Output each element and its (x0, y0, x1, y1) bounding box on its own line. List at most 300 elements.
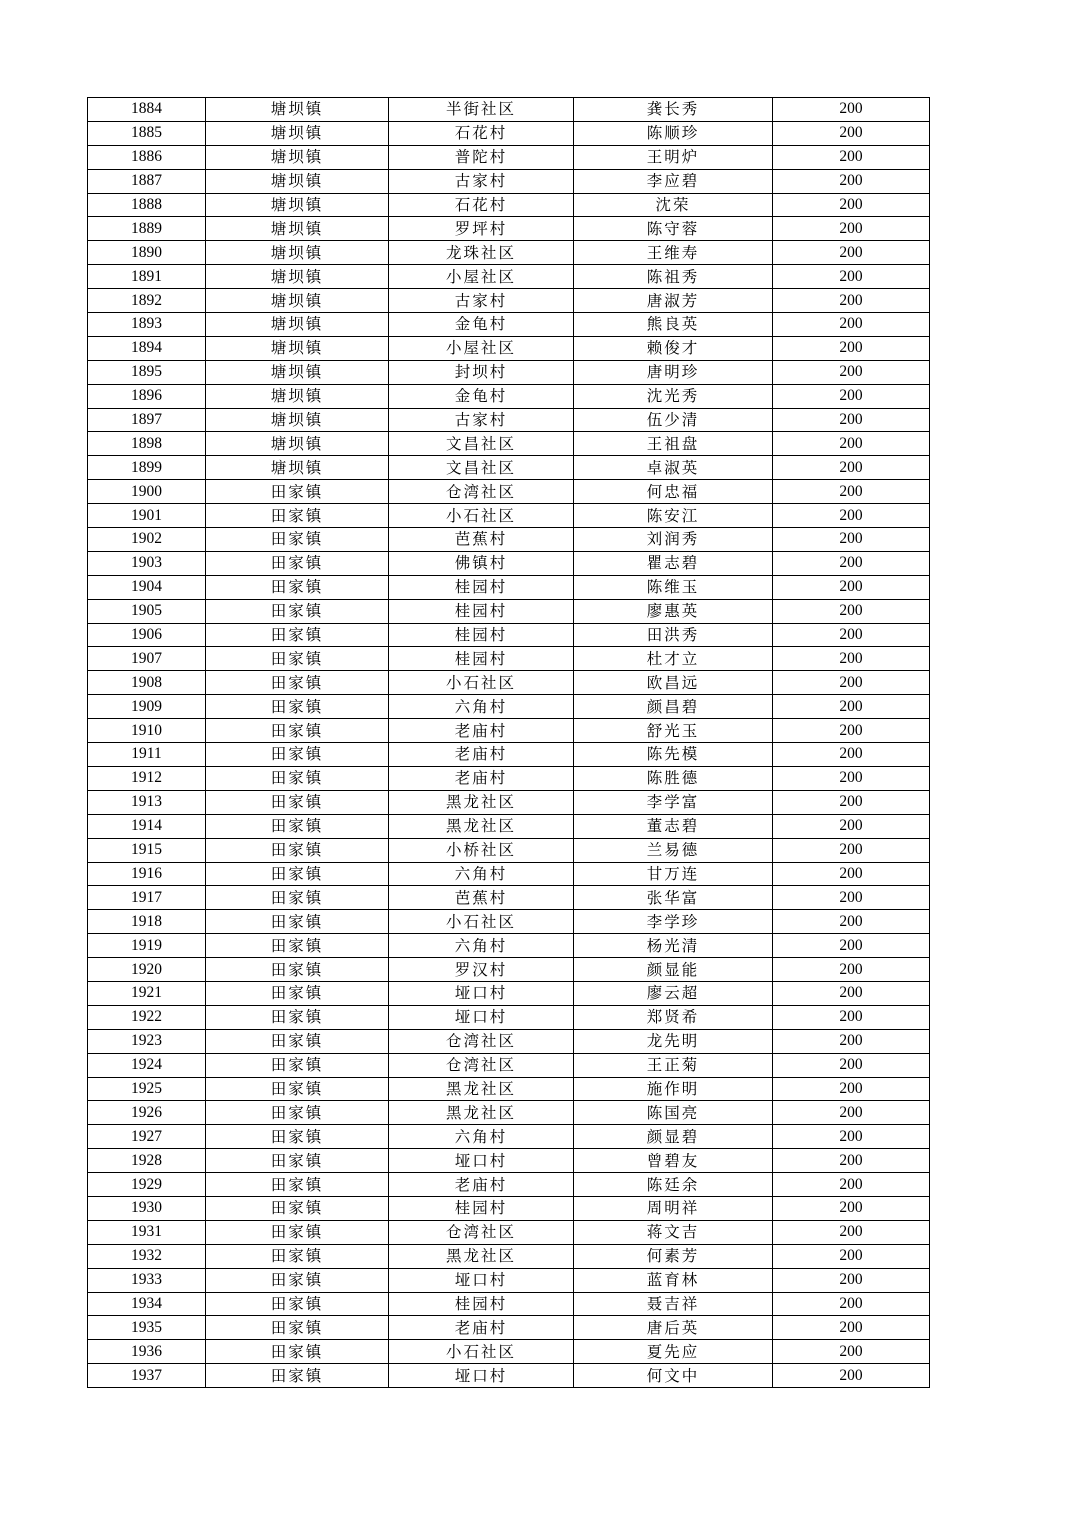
name-cell: 陈安江 (574, 504, 773, 528)
name-cell: 蓝育林 (574, 1268, 773, 1292)
town-cell: 塘坝镇 (206, 384, 389, 408)
village-cell: 黑龙社区 (389, 790, 574, 814)
table-row (88, 934, 930, 958)
village-cell: 古家村 (389, 169, 574, 193)
village-cell: 罗汉村 (389, 958, 574, 982)
amount-cell: 200 (773, 862, 930, 886)
name-cell: 李应碧 (574, 169, 773, 193)
row-number-cell: 1884 (88, 98, 206, 122)
amount-cell: 200 (773, 1220, 930, 1244)
town-cell: 田家镇 (206, 1244, 389, 1268)
table-row (88, 360, 930, 384)
table-row (88, 766, 930, 790)
amount-cell: 200 (773, 1077, 930, 1101)
village-cell: 六角村 (389, 934, 574, 958)
village-cell: 老庙村 (389, 766, 574, 790)
row-number-cell: 1923 (88, 1029, 206, 1053)
name-cell: 聂吉祥 (574, 1292, 773, 1316)
table-row (88, 958, 930, 982)
name-cell: 颜显能 (574, 958, 773, 982)
amount-cell: 200 (773, 623, 930, 647)
name-cell: 廖云超 (574, 981, 773, 1005)
name-cell: 董志碧 (574, 814, 773, 838)
table-row (88, 1220, 930, 1244)
name-cell: 周明祥 (574, 1196, 773, 1220)
town-cell: 田家镇 (206, 528, 389, 552)
table-row (88, 981, 930, 1005)
table-row (88, 1149, 930, 1173)
town-cell: 田家镇 (206, 790, 389, 814)
table-row (88, 790, 930, 814)
town-cell: 塘坝镇 (206, 193, 389, 217)
row-number-cell: 1921 (88, 981, 206, 1005)
village-cell: 垭口村 (389, 1005, 574, 1029)
row-number-cell: 1920 (88, 958, 206, 982)
name-cell: 陈祖秀 (574, 265, 773, 289)
row-number-cell: 1892 (88, 289, 206, 313)
row-number-cell: 1926 (88, 1101, 206, 1125)
name-cell: 龚长秀 (574, 98, 773, 122)
row-number-cell: 1890 (88, 241, 206, 265)
town-cell: 田家镇 (206, 934, 389, 958)
table-row (88, 623, 930, 647)
amount-cell: 200 (773, 384, 930, 408)
row-number-cell: 1925 (88, 1077, 206, 1101)
row-number-cell: 1894 (88, 336, 206, 360)
town-cell: 田家镇 (206, 504, 389, 528)
amount-cell: 200 (773, 336, 930, 360)
amount-cell: 200 (773, 671, 930, 695)
name-cell: 欧昌远 (574, 671, 773, 695)
village-cell: 垭口村 (389, 1268, 574, 1292)
name-cell: 沈荣 (574, 193, 773, 217)
village-cell: 仓湾社区 (389, 1029, 574, 1053)
town-cell: 田家镇 (206, 910, 389, 934)
table-row (88, 1053, 930, 1077)
amount-cell: 200 (773, 432, 930, 456)
table-row (88, 456, 930, 480)
village-cell: 桂园村 (389, 1292, 574, 1316)
town-cell: 田家镇 (206, 1292, 389, 1316)
table-row (88, 193, 930, 217)
village-cell: 小屋社区 (389, 336, 574, 360)
amount-cell: 200 (773, 169, 930, 193)
village-cell: 仓湾社区 (389, 480, 574, 504)
village-cell: 佛镇村 (389, 551, 574, 575)
table-row (88, 1244, 930, 1268)
name-cell: 曾碧友 (574, 1149, 773, 1173)
name-cell: 瞿志碧 (574, 551, 773, 575)
amount-cell: 200 (773, 934, 930, 958)
row-number-cell: 1929 (88, 1173, 206, 1197)
document-page (87, 97, 930, 1388)
table-row (88, 743, 930, 767)
name-cell: 陈胜德 (574, 766, 773, 790)
row-number-cell: 1932 (88, 1244, 206, 1268)
village-cell: 小石社区 (389, 910, 574, 934)
row-number-cell: 1887 (88, 169, 206, 193)
amount-cell: 200 (773, 910, 930, 934)
table-row (88, 313, 930, 337)
amount-cell: 200 (773, 958, 930, 982)
table-row (88, 1005, 930, 1029)
table-row (88, 1268, 930, 1292)
table-row (88, 1029, 930, 1053)
name-cell: 王正菊 (574, 1053, 773, 1077)
name-cell: 陈先模 (574, 743, 773, 767)
village-cell: 黑龙社区 (389, 814, 574, 838)
table-row (88, 1340, 930, 1364)
village-cell: 老庙村 (389, 1173, 574, 1197)
village-cell: 黑龙社区 (389, 1244, 574, 1268)
village-cell: 古家村 (389, 289, 574, 313)
row-number-cell: 1927 (88, 1125, 206, 1149)
amount-cell: 200 (773, 1268, 930, 1292)
town-cell: 田家镇 (206, 814, 389, 838)
village-cell: 桂园村 (389, 575, 574, 599)
name-cell: 甘万连 (574, 862, 773, 886)
amount-cell: 200 (773, 289, 930, 313)
row-number-cell: 1891 (88, 265, 206, 289)
town-cell: 田家镇 (206, 743, 389, 767)
town-cell: 田家镇 (206, 886, 389, 910)
amount-cell: 200 (773, 647, 930, 671)
town-cell: 田家镇 (206, 719, 389, 743)
village-cell: 桂园村 (389, 623, 574, 647)
amount-cell: 200 (773, 217, 930, 241)
row-number-cell: 1935 (88, 1316, 206, 1340)
row-number-cell: 1886 (88, 145, 206, 169)
amount-cell: 200 (773, 1244, 930, 1268)
amount-cell: 200 (773, 1173, 930, 1197)
row-number-cell: 1888 (88, 193, 206, 217)
table-row (88, 575, 930, 599)
row-number-cell: 1895 (88, 360, 206, 384)
table-row (88, 862, 930, 886)
amount-cell: 200 (773, 408, 930, 432)
village-cell: 小石社区 (389, 504, 574, 528)
row-number-cell: 1909 (88, 695, 206, 719)
town-cell: 田家镇 (206, 838, 389, 862)
row-number-cell: 1898 (88, 432, 206, 456)
table-row (88, 336, 930, 360)
village-cell: 芭蕉村 (389, 528, 574, 552)
amount-cell: 200 (773, 360, 930, 384)
amount-cell: 200 (773, 1125, 930, 1149)
amount-cell: 200 (773, 456, 930, 480)
table-row (88, 408, 930, 432)
village-cell: 封坝村 (389, 360, 574, 384)
amount-cell: 200 (773, 241, 930, 265)
town-cell: 塘坝镇 (206, 145, 389, 169)
town-cell: 田家镇 (206, 1268, 389, 1292)
village-cell: 老庙村 (389, 743, 574, 767)
table-row (88, 1316, 930, 1340)
amount-cell: 200 (773, 1196, 930, 1220)
name-cell: 王祖盘 (574, 432, 773, 456)
row-number-cell: 1896 (88, 384, 206, 408)
table-row (88, 647, 930, 671)
town-cell: 田家镇 (206, 1077, 389, 1101)
town-cell: 田家镇 (206, 1101, 389, 1125)
table-row (88, 1125, 930, 1149)
village-cell: 老庙村 (389, 1316, 574, 1340)
town-cell: 田家镇 (206, 862, 389, 886)
name-cell: 伍少清 (574, 408, 773, 432)
name-cell: 杜才立 (574, 647, 773, 671)
name-cell: 唐后英 (574, 1316, 773, 1340)
name-cell: 廖惠英 (574, 599, 773, 623)
table-row (88, 910, 930, 934)
village-cell: 文昌社区 (389, 432, 574, 456)
town-cell: 田家镇 (206, 1340, 389, 1364)
row-number-cell: 1930 (88, 1196, 206, 1220)
row-number-cell: 1904 (88, 575, 206, 599)
amount-cell: 200 (773, 719, 930, 743)
name-cell: 田洪秀 (574, 623, 773, 647)
row-number-cell: 1900 (88, 480, 206, 504)
town-cell: 田家镇 (206, 1149, 389, 1173)
village-cell: 小屋社区 (389, 265, 574, 289)
table-row (88, 814, 930, 838)
row-number-cell: 1911 (88, 743, 206, 767)
name-cell: 王明炉 (574, 145, 773, 169)
name-cell: 沈光秀 (574, 384, 773, 408)
village-cell: 黑龙社区 (389, 1101, 574, 1125)
row-number-cell: 1915 (88, 838, 206, 862)
row-number-cell: 1913 (88, 790, 206, 814)
name-cell: 李学珍 (574, 910, 773, 934)
village-cell: 小石社区 (389, 671, 574, 695)
name-cell: 唐淑芳 (574, 289, 773, 313)
village-cell: 小石社区 (389, 1340, 574, 1364)
name-cell: 何文中 (574, 1364, 773, 1388)
village-cell: 半街社区 (389, 98, 574, 122)
row-number-cell: 1917 (88, 886, 206, 910)
row-number-cell: 1924 (88, 1053, 206, 1077)
name-cell: 颜显碧 (574, 1125, 773, 1149)
amount-cell: 200 (773, 1029, 930, 1053)
row-number-cell: 1903 (88, 551, 206, 575)
amount-cell: 200 (773, 1316, 930, 1340)
town-cell: 田家镇 (206, 575, 389, 599)
amount-cell: 200 (773, 981, 930, 1005)
table-row (88, 1292, 930, 1316)
table-row (88, 1196, 930, 1220)
town-cell: 塘坝镇 (206, 432, 389, 456)
table-row (88, 886, 930, 910)
village-cell: 小桥社区 (389, 838, 574, 862)
town-cell: 田家镇 (206, 647, 389, 671)
village-cell: 六角村 (389, 695, 574, 719)
table-row (88, 145, 930, 169)
village-cell: 龙珠社区 (389, 241, 574, 265)
town-cell: 田家镇 (206, 671, 389, 695)
village-cell: 石花村 (389, 121, 574, 145)
amount-cell: 200 (773, 1149, 930, 1173)
village-cell: 罗坪村 (389, 217, 574, 241)
row-number-cell: 1916 (88, 862, 206, 886)
village-cell: 桂园村 (389, 647, 574, 671)
town-cell: 田家镇 (206, 551, 389, 575)
name-cell: 何素芳 (574, 1244, 773, 1268)
row-number-cell: 1889 (88, 217, 206, 241)
amount-cell: 200 (773, 1364, 930, 1388)
row-number-cell: 1902 (88, 528, 206, 552)
roster-table (87, 97, 930, 1388)
name-cell: 赖俊才 (574, 336, 773, 360)
row-number-cell: 1933 (88, 1268, 206, 1292)
village-cell: 古家村 (389, 408, 574, 432)
row-number-cell: 1906 (88, 623, 206, 647)
town-cell: 塘坝镇 (206, 241, 389, 265)
town-cell: 塘坝镇 (206, 121, 389, 145)
amount-cell: 200 (773, 504, 930, 528)
amount-cell: 200 (773, 1292, 930, 1316)
amount-cell: 200 (773, 766, 930, 790)
table-row (88, 289, 930, 313)
amount-cell: 200 (773, 1005, 930, 1029)
row-number-cell: 1897 (88, 408, 206, 432)
town-cell: 田家镇 (206, 623, 389, 647)
row-number-cell: 1912 (88, 766, 206, 790)
table-row (88, 1364, 930, 1388)
row-number-cell: 1893 (88, 313, 206, 337)
village-cell: 文昌社区 (389, 456, 574, 480)
row-number-cell: 1931 (88, 1220, 206, 1244)
town-cell: 田家镇 (206, 695, 389, 719)
table-row (88, 432, 930, 456)
amount-cell: 200 (773, 575, 930, 599)
village-cell: 金龟村 (389, 384, 574, 408)
town-cell: 田家镇 (206, 1196, 389, 1220)
name-cell: 龙先明 (574, 1029, 773, 1053)
town-cell: 塘坝镇 (206, 289, 389, 313)
row-number-cell: 1905 (88, 599, 206, 623)
town-cell: 田家镇 (206, 1364, 389, 1388)
table-row (88, 599, 930, 623)
town-cell: 塘坝镇 (206, 456, 389, 480)
town-cell: 塘坝镇 (206, 169, 389, 193)
row-number-cell: 1922 (88, 1005, 206, 1029)
name-cell: 杨光清 (574, 934, 773, 958)
town-cell: 田家镇 (206, 1220, 389, 1244)
row-number-cell: 1928 (88, 1149, 206, 1173)
name-cell: 王维寿 (574, 241, 773, 265)
town-cell: 田家镇 (206, 766, 389, 790)
row-number-cell: 1934 (88, 1292, 206, 1316)
name-cell: 熊良英 (574, 313, 773, 337)
name-cell: 陈守蓉 (574, 217, 773, 241)
row-number-cell: 1936 (88, 1340, 206, 1364)
town-cell: 塘坝镇 (206, 217, 389, 241)
amount-cell: 200 (773, 313, 930, 337)
name-cell: 唐明珍 (574, 360, 773, 384)
town-cell: 塘坝镇 (206, 336, 389, 360)
village-cell: 石花村 (389, 193, 574, 217)
village-cell: 老庙村 (389, 719, 574, 743)
table-row (88, 528, 930, 552)
amount-cell: 200 (773, 193, 930, 217)
table-row (88, 169, 930, 193)
name-cell: 蒋文吉 (574, 1220, 773, 1244)
table-row (88, 1077, 930, 1101)
village-cell: 黑龙社区 (389, 1077, 574, 1101)
table-row (88, 1101, 930, 1125)
amount-cell: 200 (773, 599, 930, 623)
name-cell: 陈国亮 (574, 1101, 773, 1125)
town-cell: 塘坝镇 (206, 313, 389, 337)
town-cell: 塘坝镇 (206, 360, 389, 384)
village-cell: 六角村 (389, 862, 574, 886)
town-cell: 塘坝镇 (206, 98, 389, 122)
row-number-cell: 1910 (88, 719, 206, 743)
table-row (88, 671, 930, 695)
row-number-cell: 1901 (88, 504, 206, 528)
table-row (88, 480, 930, 504)
row-number-cell: 1907 (88, 647, 206, 671)
name-cell: 张华富 (574, 886, 773, 910)
table-row (88, 838, 930, 862)
town-cell: 田家镇 (206, 958, 389, 982)
village-cell: 仓湾社区 (389, 1220, 574, 1244)
village-cell: 金龟村 (389, 313, 574, 337)
amount-cell: 200 (773, 121, 930, 145)
town-cell: 田家镇 (206, 599, 389, 623)
village-cell: 桂园村 (389, 1196, 574, 1220)
amount-cell: 200 (773, 145, 930, 169)
town-cell: 田家镇 (206, 1005, 389, 1029)
village-cell: 垭口村 (389, 981, 574, 1005)
row-number-cell: 1919 (88, 934, 206, 958)
name-cell: 陈维玉 (574, 575, 773, 599)
village-cell: 仓湾社区 (389, 1053, 574, 1077)
name-cell: 李学富 (574, 790, 773, 814)
name-cell: 刘润秀 (574, 528, 773, 552)
roster-table-body (88, 98, 930, 1388)
town-cell: 塘坝镇 (206, 408, 389, 432)
table-row (88, 695, 930, 719)
table-row (88, 121, 930, 145)
row-number-cell: 1908 (88, 671, 206, 695)
name-cell: 夏先应 (574, 1340, 773, 1364)
amount-cell: 200 (773, 886, 930, 910)
town-cell: 田家镇 (206, 1316, 389, 1340)
town-cell: 田家镇 (206, 1053, 389, 1077)
amount-cell: 200 (773, 790, 930, 814)
table-row (88, 98, 930, 122)
town-cell: 田家镇 (206, 480, 389, 504)
row-number-cell: 1937 (88, 1364, 206, 1388)
village-cell: 垭口村 (389, 1364, 574, 1388)
village-cell: 普陀村 (389, 145, 574, 169)
amount-cell: 200 (773, 528, 930, 552)
amount-cell: 200 (773, 98, 930, 122)
table-row (88, 719, 930, 743)
amount-cell: 200 (773, 1340, 930, 1364)
name-cell: 郑贤希 (574, 1005, 773, 1029)
table-row (88, 551, 930, 575)
town-cell: 田家镇 (206, 1173, 389, 1197)
row-number-cell: 1899 (88, 456, 206, 480)
name-cell: 陈廷余 (574, 1173, 773, 1197)
town-cell: 塘坝镇 (206, 265, 389, 289)
amount-cell: 200 (773, 743, 930, 767)
name-cell: 舒光玉 (574, 719, 773, 743)
amount-cell: 200 (773, 551, 930, 575)
amount-cell: 200 (773, 265, 930, 289)
table-row (88, 241, 930, 265)
